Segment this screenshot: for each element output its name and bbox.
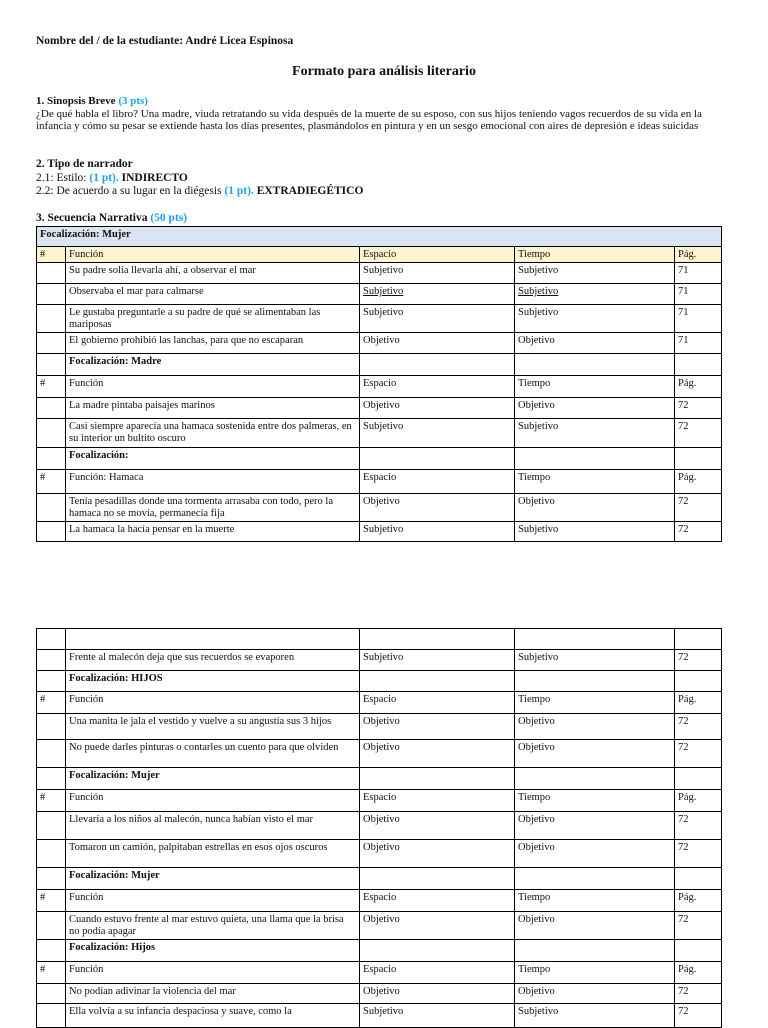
table-row (37, 494, 722, 522)
cell-function: Función (66, 890, 360, 912)
section-sequence (36, 212, 736, 224)
cell-time: Subjetivo (515, 1004, 675, 1028)
section-synopsis-text: ¿De qué habla el libro? Una madre, viuda retratando su vida después de la muerte de su esposo, con sus hijos teniendo vagos recuerdos de su vida en la infancia y cómo su pesar se extiende hasta los días presentes, plasmándolos en pintura y en un sesgo emocional con aires de depresión e ideas suicidas (36, 107, 702, 132)
table-row (37, 650, 722, 671)
narrator-style-line (36, 172, 736, 186)
cell-page: 72 (675, 912, 722, 940)
cell-page: 72 (675, 740, 722, 768)
table-row (37, 419, 722, 448)
cell-time: Tiempo (515, 962, 675, 984)
cell-time: Tiempo (515, 790, 675, 812)
cell-space: Subjetivo (360, 305, 515, 333)
cell-function: Función (66, 692, 360, 714)
table-row (37, 284, 722, 305)
table-row (37, 522, 722, 542)
cell-space: Objetivo (360, 740, 515, 768)
cell-space: Espacio (360, 962, 515, 984)
cell-function: Focalización: Mujer (66, 868, 360, 890)
cell-page: 71 (675, 333, 722, 354)
narrator-diegesis-points: (1 pt). (224, 185, 254, 197)
cell-function: Su padre solía llevarla ahí, a observar el mar (66, 263, 360, 284)
cell-num (37, 840, 66, 868)
narrator-style-value: INDIRECTO (121, 171, 188, 184)
cell-space: Espacio (360, 247, 515, 263)
cell-space: Subjetivo (360, 1004, 515, 1028)
cell-space: Espacio (360, 692, 515, 714)
cell-function: El gobierno prohibió las lanchas, para que no escaparan (66, 333, 360, 354)
table-row (37, 398, 722, 419)
narrator-diegesis-value: EXTRADIEGÉTICO (256, 185, 364, 197)
cell-time: Objetivo (515, 494, 675, 522)
cell-function: Frente al malecón deja que sus recuerdos se evaporen (66, 650, 360, 671)
cell-function: Tenía pesadillas donde una tormenta arrasaba con todo, pero la hamaca no se movía, permanecía fija (66, 494, 360, 522)
cell-page: Pág. (675, 247, 722, 263)
cell-page: Pág. (675, 962, 722, 984)
cell-space (360, 768, 515, 790)
cell-time: Subjetivo (515, 305, 675, 333)
cell-page: 72 (675, 1004, 722, 1028)
cell-function: Casi siempre aparecía una hamaca sostenida entre dos palmeras, en su interior un bultito oscuro (66, 419, 360, 448)
cell-space (360, 671, 515, 692)
cell-function: Tomaron un camión, palpitaban estrellas en esos ojos oscuros (66, 840, 360, 868)
cell-num: # (37, 962, 66, 984)
cell-page: 72 (675, 812, 722, 840)
cell-function: Le gustaba preguntarle a su padre de qué se alimentaban las mariposas (66, 305, 360, 333)
table-row (37, 376, 722, 398)
table-row (37, 812, 722, 840)
cell-space (360, 629, 515, 650)
cell-function: No podían adivinar la violencia del mar (66, 984, 360, 1004)
cell-space: Subjetivo (360, 522, 515, 542)
cell-page (675, 768, 722, 790)
focalizacion-row (37, 940, 722, 962)
cell-num (37, 768, 66, 790)
cell-time: Tiempo (515, 470, 675, 494)
cell-page: 72 (675, 522, 722, 542)
table-row (37, 714, 722, 740)
cell-function: La hamaca la hacía pensar en la muerte (66, 522, 360, 542)
student-name: Nombre del / de la estudiante: André Licea Espinosa (36, 35, 294, 47)
cell-page: 72 (675, 714, 722, 740)
cell-num (37, 522, 66, 542)
table-row (37, 305, 722, 333)
cell-num (37, 354, 66, 376)
cell-time (515, 940, 675, 962)
cell-space: Objetivo (360, 984, 515, 1004)
cell-function: Focalización: (66, 448, 360, 470)
cell-space: Espacio (360, 470, 515, 494)
cell-page (675, 940, 722, 962)
cell-space: Subjetivo (360, 263, 515, 284)
cell-page: Pág. (675, 790, 722, 812)
cell-space: Objetivo (360, 714, 515, 740)
cell-num (37, 419, 66, 448)
cell-space (360, 354, 515, 376)
narrative-table-1 (36, 226, 722, 542)
table-row (37, 790, 722, 812)
cell-num (37, 305, 66, 333)
cell-time: Objetivo (515, 912, 675, 940)
cell-page (675, 354, 722, 376)
focalizacion-label: Focalización: Mujer (37, 227, 722, 247)
cell-space (360, 448, 515, 470)
document-title: Formato para análisis literario (292, 64, 476, 79)
table-row (37, 962, 722, 984)
cell-space: Objetivo (360, 812, 515, 840)
cell-time (515, 768, 675, 790)
cell-page (675, 671, 722, 692)
focalizacion-row (37, 448, 722, 470)
cell-page: 72 (675, 419, 722, 448)
cell-space: Objetivo (360, 398, 515, 419)
cell-num (37, 740, 66, 768)
section-synopsis-points: (3 pts) (118, 95, 148, 107)
cell-page: 72 (675, 398, 722, 419)
cell-time: Tiempo (515, 247, 675, 263)
cell-page: Pág. (675, 890, 722, 912)
cell-space: Objetivo (360, 333, 515, 354)
cell-time: Subjetivo (515, 284, 675, 305)
cell-space: Objetivo (360, 840, 515, 868)
cell-page (675, 868, 722, 890)
cell-function: Función (66, 376, 360, 398)
focalizacion-row (37, 868, 722, 890)
cell-page (675, 448, 722, 470)
cell-num (37, 984, 66, 1004)
cell-space (360, 868, 515, 890)
cell-time: Objetivo (515, 740, 675, 768)
cell-time: Subjetivo (515, 419, 675, 448)
cell-page: 71 (675, 263, 722, 284)
cell-page: 72 (675, 984, 722, 1004)
cell-time (515, 671, 675, 692)
cell-page: Pág. (675, 692, 722, 714)
cell-page: 72 (675, 494, 722, 522)
cell-function: Función (66, 790, 360, 812)
cell-space (360, 940, 515, 962)
table-header-row (37, 247, 722, 263)
narrator-diegesis-line (36, 185, 736, 199)
cell-num (37, 650, 66, 671)
cell-num (37, 494, 66, 522)
cell-page: Pág. (675, 376, 722, 398)
section-synopsis-heading: 1. Sinopsis Breve (36, 95, 116, 107)
cell-function: Función (66, 962, 360, 984)
cell-num (37, 714, 66, 740)
cell-space: Objetivo (360, 912, 515, 940)
section-synopsis (36, 95, 736, 133)
cell-time: Tiempo (515, 890, 675, 912)
cell-space: Subjetivo (360, 419, 515, 448)
cell-num: # (37, 692, 66, 714)
narrator-style-points: (1 pt). (89, 171, 119, 184)
focalizacion-row (37, 354, 722, 376)
cell-space: Objetivo (360, 494, 515, 522)
cell-num (37, 263, 66, 284)
section-sequence-points: (50 pts) (150, 212, 188, 224)
cell-num: # (37, 890, 66, 912)
cell-num: # (37, 247, 66, 263)
cell-num (37, 398, 66, 419)
table-row (37, 629, 722, 650)
cell-num (37, 912, 66, 940)
cell-num (37, 812, 66, 840)
cell-num (37, 333, 66, 354)
cell-space: Espacio (360, 790, 515, 812)
cell-num: # (37, 790, 66, 812)
cell-time (515, 629, 675, 650)
cell-time (515, 448, 675, 470)
cell-num (37, 629, 66, 650)
cell-time: Tiempo (515, 692, 675, 714)
cell-num (37, 868, 66, 890)
narrator-diegesis-label: 2.2: De acuerdo a su lugar en la diégesis (36, 185, 222, 197)
table-row (37, 740, 722, 768)
cell-function: Focalización: Madre (66, 354, 360, 376)
cell-function: No puede darles pinturas o contarles un cuento para que olviden (66, 740, 360, 768)
cell-page: Pág. (675, 470, 722, 494)
table-row (37, 333, 722, 354)
table-row (37, 692, 722, 714)
cell-num (37, 448, 66, 470)
cell-num (37, 284, 66, 305)
cell-page (675, 629, 722, 650)
cell-function: Ella volvía a su infancia despaciosa y suave, como la (66, 1004, 360, 1028)
cell-function: Función: Hamaca (66, 470, 360, 494)
table-row (37, 984, 722, 1004)
cell-page: 71 (675, 305, 722, 333)
cell-num: # (37, 470, 66, 494)
cell-time: Objetivo (515, 984, 675, 1004)
cell-num: # (37, 376, 66, 398)
cell-function: Observaba el mar para calmarse (66, 284, 360, 305)
cell-time: Subjetivo (515, 522, 675, 542)
cell-space: Espacio (360, 376, 515, 398)
cell-time (515, 354, 675, 376)
cell-function: Cuando estuvo frente al mar estuvo quieta, una llama que la brisa no podía apagar (66, 912, 360, 940)
table-row (37, 840, 722, 868)
cell-function: Focalización: Mujer (66, 768, 360, 790)
section-narrator-heading: 2. Tipo de narrador (36, 158, 133, 170)
focalizacion-row (37, 671, 722, 692)
cell-page: 72 (675, 650, 722, 671)
cell-function: Focalización: Hijos (66, 940, 360, 962)
cell-space: Subjetivo (360, 284, 515, 305)
narrator-style-label: 2.1: Estilo: (36, 171, 87, 184)
cell-page: 71 (675, 284, 722, 305)
focalizacion-row (37, 227, 722, 247)
table-row (37, 912, 722, 940)
cell-space: Espacio (360, 890, 515, 912)
section-narrator (36, 158, 736, 199)
cell-time: Objetivo (515, 714, 675, 740)
cell-page: 72 (675, 840, 722, 868)
cell-function: Llevaría a los niños al malecón, nunca habían visto el mar (66, 812, 360, 840)
cell-time: Objetivo (515, 812, 675, 840)
cell-num (37, 671, 66, 692)
cell-time: Objetivo (515, 398, 675, 419)
cell-function (66, 629, 360, 650)
cell-time (515, 868, 675, 890)
cell-function: Función (66, 247, 360, 263)
cell-num (37, 940, 66, 962)
focalizacion-row (37, 768, 722, 790)
narrative-table-2 (36, 628, 722, 1028)
cell-space: Subjetivo (360, 650, 515, 671)
table-row (37, 470, 722, 494)
cell-time: Tiempo (515, 376, 675, 398)
cell-time: Objetivo (515, 840, 675, 868)
cell-time: Objetivo (515, 333, 675, 354)
table-row (37, 890, 722, 912)
table-row (37, 263, 722, 284)
cell-function: La madre pintaba paisajes marinos (66, 398, 360, 419)
cell-time: Subjetivo (515, 263, 675, 284)
cell-time: Subjetivo (515, 650, 675, 671)
cell-function: Una manita le jala el vestido y vuelve a su angustia sus 3 hijos (66, 714, 360, 740)
cell-function: Focalización: HIJOS (66, 671, 360, 692)
section-sequence-heading: 3. Secuencia Narrativa (36, 212, 148, 224)
